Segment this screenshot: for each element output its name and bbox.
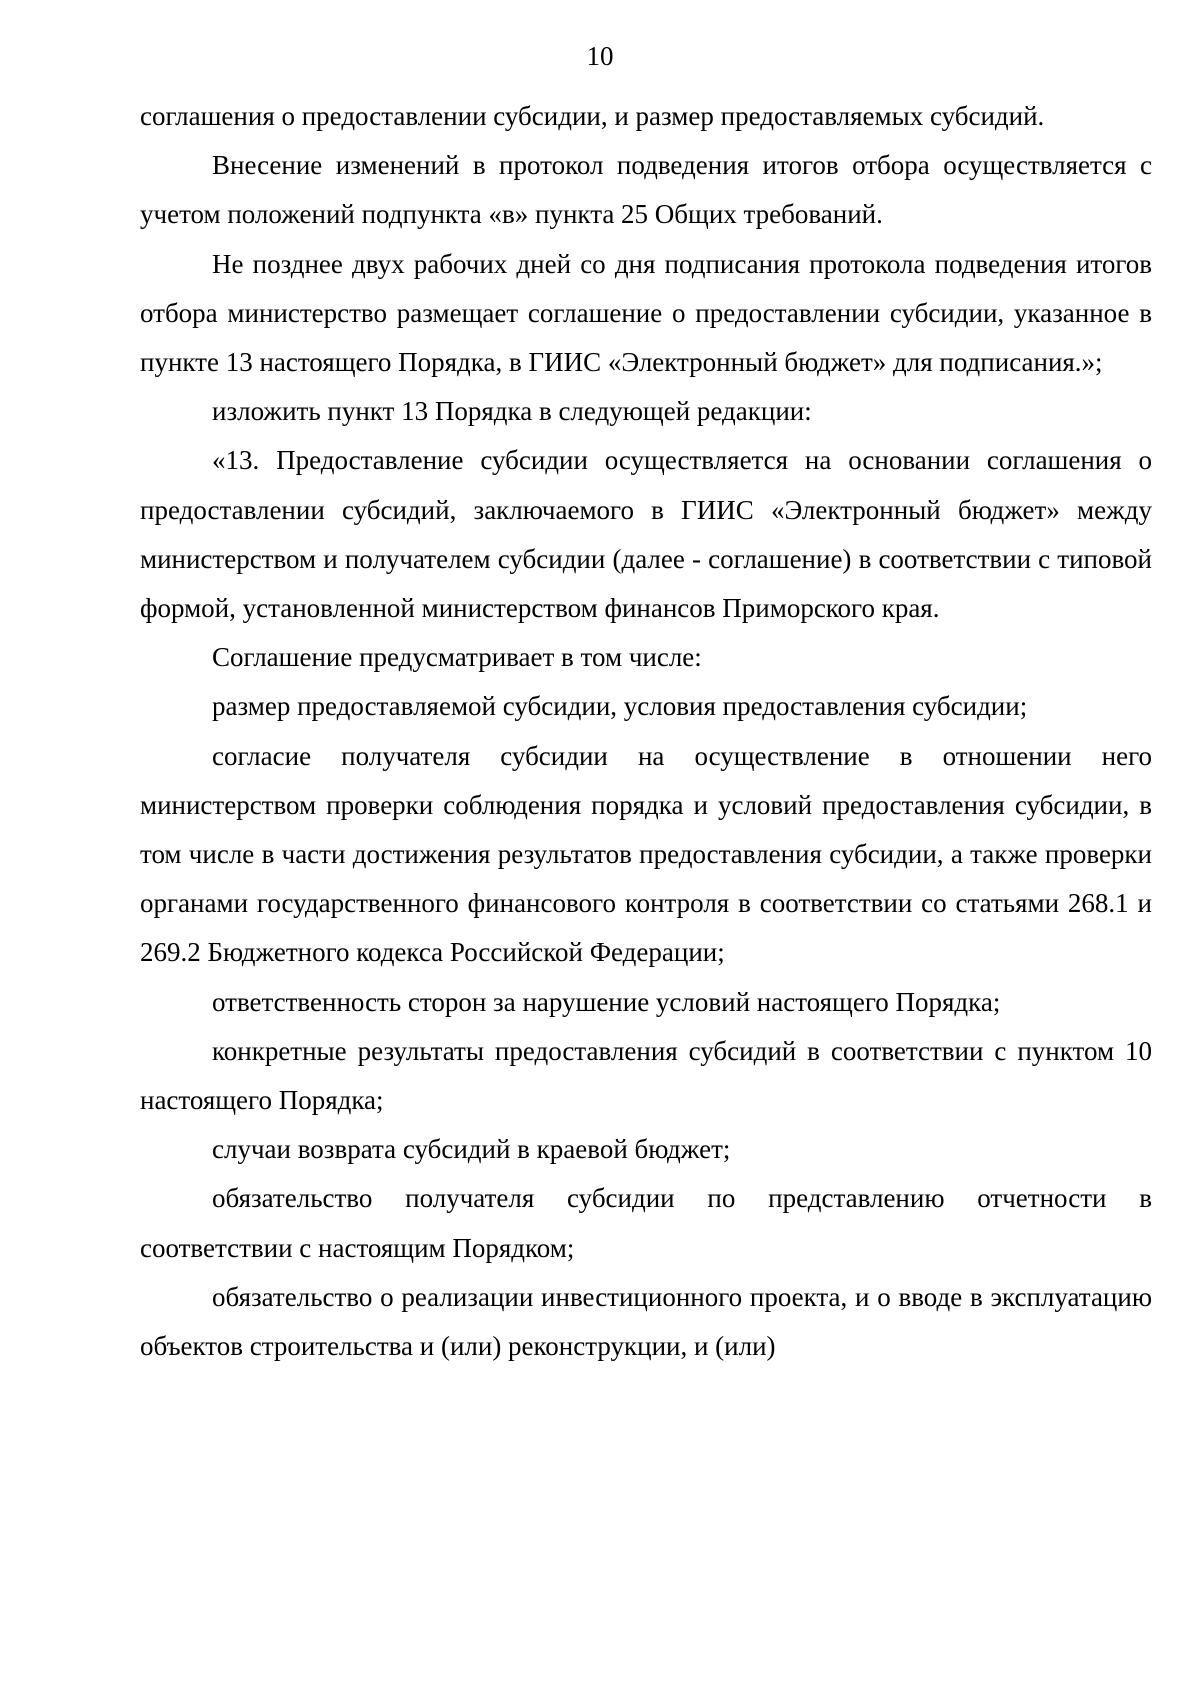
paragraph-amendment-intro: изложить пункт 13 Порядка в следующей редакции: [212,396,812,427]
document-body [140,92,1152,1371]
list-item-investment-project: обязательство о реализации инвестиционного проекта, и о вводе в эксплуатацию объектов строительства и (или) реконструкции, и (или) [140,1281,1152,1362]
paragraph-continuation: соглашения о предоставлении субсидии, и размер предоставляемых субсидий. [140,101,1045,131]
list-item-subsidy-amount: размер предоставляемой субсидии, условия предоставления субсидии; [212,691,1028,722]
list-item-consent-inspection: согласие получателя субсидии на осуществление в отношении него министерством проверки соблюдения порядка и условий предоставления субсидии, в том числе в части достижения результатов предоставления субсидии, а также проверки органами государственного финансового контроля в соответствии со статьями 268.1 и 269.2 Бюджетного кодекса Российской Федерации; [140,740,1152,968]
list-item-results: конкретные результаты предоставления субсидий в соответствии с пунктом 10 настоящего Порядка; [140,1035,1152,1116]
paragraph-clause-13: «13. Предоставление субсидии осуществляется на основании соглашения о предоставлении субсидий, заключаемого в ГИИС «Электронный бюджет» между министерством и получателем субсидии (далее - соглашение) в соответствии с типовой формой, установленной министерством финансов Приморского края. [140,445,1152,624]
list-item-responsibility: ответственность сторон за нарушение условий настоящего Порядка; [212,986,1001,1017]
paragraph-agreement-provides: Соглашение предусматривает в том числе: [212,642,702,673]
paragraph-agreement-placement: Не позднее двух рабочих дней со дня подписания протокола подведения итогов отбора министерство размещает соглашение о предоставлении субсидии, указанное в пункте 13 настоящего Порядка, в ГИИС «Электронный бюджет» для подписания.»; [140,248,1152,378]
page-number: 10 [586,41,614,71]
paragraph-protocol-changes: Внесение изменений в протокол подведения итогов отбора осуществляется с учетом положений подпункта «в» пункта 25 Общих требований. [140,150,1152,230]
list-item-reporting: обязательство получателя субсидии по представлению отчетности в соответствии с настоящим Порядком; [140,1183,1152,1263]
list-item-refund-cases: случаи возврата субсидий в краевой бюджет; [212,1134,731,1165]
